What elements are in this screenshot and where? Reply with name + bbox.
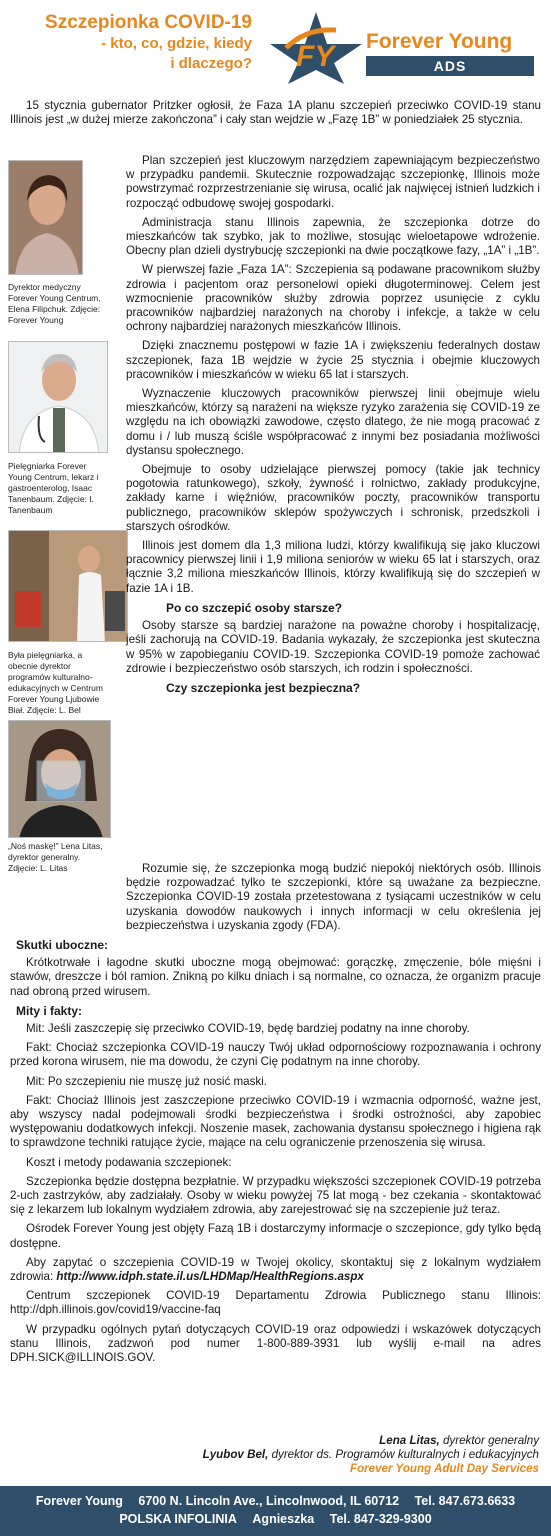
- footer-line-2: [0, 1510, 551, 1528]
- footer-hotline: POLSKA INFOLINIA: [119, 1512, 237, 1526]
- paragraph: Mit: Jeśli zaszczepię się przeciwko COVID-19, będę bardziej podatny na inne choroby.: [26, 1022, 470, 1036]
- signature-role-1: dyrektor generalny: [442, 1434, 539, 1447]
- section-heading: Czy szczepionka jest bezpieczna?: [166, 680, 361, 695]
- footer-phone-2[interactable]: Tel. 847-329-9300: [329, 1512, 432, 1526]
- signature-organization: Forever Young Adult Day Services: [350, 1462, 539, 1475]
- paragraph: Szczepionka będzie dostępna bezpłatnie. W przypadku większości szczepionek COVID-19 potrzeba 2-uch zastrzyków, aby zadziałały. Osoby w wieku powyżej 75 lat mogą - bez czekania - skontaktować się z lekarzem lub lokalnym wydziałem zdrowia, aby zarejestrować się na szczepienie już teraz.: [10, 1174, 541, 1217]
- paragraph: Obejmuje to osoby udzielające pierwszej pomocy (takie jak technicy pogotowia ratunkowego), szkoły, żywność i rolnictwo, zakłady produkcyjne, zakłady karne i więźniów, pracowników poczty, pracowników transportu publicznego, pracowników sklepów spożywczych i schronisk, przedszkoli i starszych ośrodków.: [126, 463, 540, 533]
- footer-phone-1[interactable]: Tel. 847.673.6633: [414, 1494, 516, 1508]
- photo-lena-litas: [8, 720, 111, 838]
- footer-line-1: [0, 1492, 551, 1510]
- paragraph: Dzięki znacznemu postępowi w fazie 1A i zwiększeniu federalnych dostaw szczepionek, faza 1B wejdzie w życie 25 stycznia i obejmie kluczowych pracowników i mieszkańców w wieku 65 lat i starszych.: [126, 339, 540, 381]
- page-subtitle-1: - kto, co, gdzie, kiedy: [101, 35, 252, 52]
- forever-young-logo: [266, 8, 546, 86]
- photo-elena-filipchuk: [8, 160, 83, 275]
- article-column-right: [126, 154, 540, 699]
- photo-lyubov-bel: [8, 530, 128, 642]
- caption-1: Dyrektor medyczny Forever Young Centrum, Elena Filipchuk. Zdjęcie: Forever Young: [8, 282, 101, 325]
- paragraph: W pierwszej fazie „Faza 1A”: Szczepienia są podawane pracownikom służby zdrowia i pacjentom oraz personelowi opieki długoterminowej. Celem jest wzmocnienie pracowników służby zdrowia poprzez usunięcie z cyklu pracowników najbardziej narażonych na choroby i infekcje, a także w celu ochrony najbardziej narażonych mieszkańców Illinois.: [126, 263, 540, 334]
- paragraph: Fakt: Chociaż szczepionka COVID-19 nauczy Twój układ odpornościowy rozpoznawania i ochrony przed korona wirusem, nie ma dowodu, że czyni Cię podatnym na inne choroby.: [10, 1041, 541, 1069]
- paragraph: Administracja stanu Illinois zapewnia, że szczepionka dotrze do mieszkańców tak szybko, jak to możliwe, stosując wieloetapowe wdrożenie. Obecny plan dzieli dystrybucję szczepionki na dwie początkowe fazy, „1A” i „1B”.: [126, 215, 540, 258]
- footer-address: 6700 N. Lincoln Ave., Lincolnwood, IL 60712: [138, 1494, 400, 1508]
- paragraph: [10, 1256, 541, 1284]
- star-logo-icon: [266, 8, 366, 86]
- signature-name-2: Lyubov Bel,: [202, 1448, 269, 1461]
- footer-bar: [0, 1486, 551, 1536]
- signature-line-1: [203, 1434, 539, 1448]
- health-regions-link[interactable]: http://www.idph.state.il.us/LHDMap/HealthRegions.aspx: [56, 1270, 364, 1284]
- paragraph: Osoby starsze są bardziej narażone na poważne choroby i hospitalizację, jeśli zachorują na COVID-19. Badania wykazały, że szczepionka jest skuteczna w 95% w zapobieganiu COVID-19. Szczepionka COVID-19 pomoże zachować zdrowie i bezpieczeństwo osób starszych, ich rodzin i społeczności.: [126, 619, 540, 675]
- paragraph: Wyznaczenie kluczowych pracowników pierwszej linii obejmuje wielu mieszkańców, którzy są narażeni na większe ryzyko zarażenia się COVID-19 ze względu na ich obowiązki zawodowe, często dlatego, że nie mogą pracować z domu i / lub muszą ściśle współpracować z innymi bez posiadania możliwości dystansu społecznego.: [126, 387, 540, 457]
- intro-paragraph: 15 stycznia gubernator Pritzker ogłosił, że Faza 1A planu szczepień przeciwko COVID-19 stanu Illinois jest „w dużej mierze zakończona” i cały stan wejdzie w „Fazę 1B” w poniedziałek 25 stycznia.: [10, 99, 541, 127]
- paragraph: Rozumie się, że szczepionka mogą budzić niepokój niektórych osób. Illinois będzie rozpowadzać tylko te szczepionki, które są uważane za bezpieczne. Szczepionka COVID-19 została przetestowana z tysiącami uczestników w celu uzyskania dowodów naukowych i innych informacji w celu określenia jej bezpieczeństwa i uzyskania zgody (FDA).: [126, 862, 541, 932]
- caption-2: Pielęgniarka Forever Young Centrum, lekarz i gastroenterolog, Isaac Tanenbaum. Zdjęcie: I. Tanenbaum: [8, 461, 99, 515]
- caption-3: Była pielęgniarka, a obecnie dyrektor programów kulturalno-edukacyjnych w Centrum Forever Young Ljubowie Biał. Zdjęcie: L. Bel: [8, 650, 103, 715]
- signature-line-2: [203, 1448, 539, 1462]
- intro: [10, 99, 541, 132]
- article-column-full: [10, 862, 541, 1370]
- photo-isaac-tanenbaum: [8, 341, 108, 453]
- footer-contact-person: Agnieszka: [252, 1512, 315, 1526]
- paragraph: W przypadku ogólnych pytań dotyczących COVID-19 oraz odpowiedzi i wskazówek dotyczących stanu Illinois, zadzwoń pod numer 1-800-889-3931 lub wyślij e-mail na adres DPH.SICK@ILLINOIS.GOV.: [10, 1322, 541, 1365]
- paragraph: Krótkotrwałe i łagodne skutki uboczne mogą obejmować: gorączkę, zmęczenie, bóle mięśni i stawów, dreszcze i ból ramion. Znikną po kilku dniach i są normalne, co oznacza, że organizm pracuje nad obroną przed wirusem.: [10, 956, 541, 998]
- logo-brand: Forever Young: [366, 30, 513, 53]
- paragraph-text: Aby zapytać o szczepienia COVID-19 w Twojej okolicy, skontaktuj się z lokalnym wydziałem zdrowia:: [10, 1255, 541, 1284]
- logo-ads: ADS: [366, 56, 534, 76]
- page-subtitle-2: i dlaczego?: [170, 55, 252, 72]
- signature: [203, 1434, 539, 1476]
- svg-text:FY: FY: [296, 40, 335, 73]
- paragraph: Mit: Po szczepieniu nie muszę już nosić maski.: [26, 1074, 267, 1088]
- paragraph: Koszt i metody podawania szczepionek:: [26, 1155, 232, 1169]
- signature-role-2: dyrektor ds. Programów kulturalnych i edukacyjnych: [271, 1448, 539, 1461]
- header: [0, 0, 551, 92]
- section-heading: Po co szczepić osoby starsze?: [166, 600, 343, 615]
- headline: [14, 12, 252, 74]
- page-title: Szczepionka COVID-19: [45, 12, 252, 33]
- signature-name-1: Lena Litas,: [379, 1434, 440, 1447]
- paragraph: Illinois jest domem dla 1,3 miliona ludzi, którzy kwalifikują się jako kluczowi pracownicy pierwszej linii i 1,9 miliona seniorów w wieku 65 lat i starszych, oraz łącznie 3,2 miliona mieszkańców Illinois, którzy kwalifikują się do szczepień w fazie 1A i 1B.: [126, 539, 540, 595]
- footer-name: Forever Young: [35, 1494, 123, 1508]
- paragraph: Ośrodek Forever Young jest objęty Fazą 1B i dostarczymy informacje o szczepionce, gdy tylko będą dostępne.: [10, 1222, 541, 1250]
- section-heading: Skutki uboczne:: [16, 938, 109, 953]
- caption-4: „Noś maskę!” Lena Litas, dyrektor generalny. Zdjęcie: L. Litas: [8, 841, 103, 873]
- section-heading: Mity i fakty:: [16, 1003, 83, 1018]
- paragraph: Centrum szczepionek COVID-19 Departamentu Zdrowia Publicznego stanu Illinois: http://dph.illinois.gov/covid19/vaccine-faq: [10, 1289, 541, 1317]
- paragraph: Fakt: Chociaż Illinois jest zaszczepione przeciwko COVID-19 i wzmacnia odporność, ważne jest, aby wszyscy nadal podejmowali środki bezpieczeństwa i środki ostrożności, aby zapobiec występowaniu dodatkowych infekcji. Noszenie masek, zachowania dystansu społecznego i higiena rąk to sprawdzone techniki ratujące życie, mające na celu ograniczenie przenoszenia się wirusa.: [10, 1093, 541, 1150]
- paragraph: Plan szczepień jest kluczowym narzędziem zapewniającym bezpieczeństwo w przypadku pandemii. Skutecznie rozpowadzając szczepionkę, Illinois może powstrzymać rozprzestrzenianie się wirusa, ocalić jak najwięcej istnień ludzkich i rozpocząć odbudowę swojej gospodarki.: [126, 154, 540, 210]
